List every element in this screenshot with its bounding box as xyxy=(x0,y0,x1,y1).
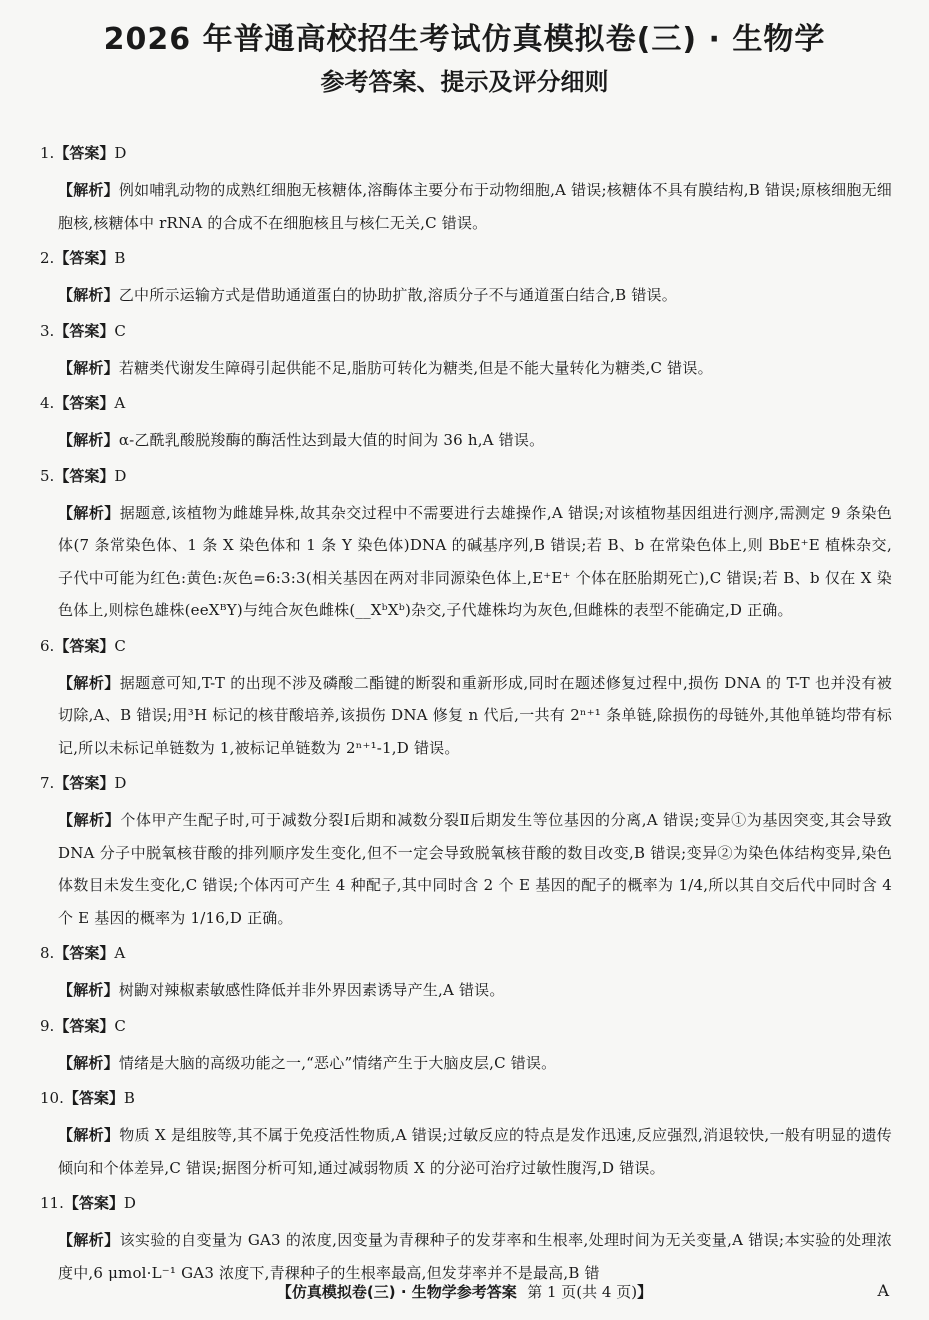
analysis-body: 树鼩对辣椒素敏感性降低并非外界因素诱导产生,A 错误。 xyxy=(118,981,505,999)
question-4 xyxy=(40,392,892,457)
question-5 xyxy=(40,465,892,627)
analysis-body: 据题意可知,T-T 的出现不涉及磷酸二酯键的断裂和重新形成,同时在题述修复过程中,损伤 DNA 的 T-T 也并没有被切除,A、B 错误;用³H 标记的核苷酸培养,该损伤 DNA 修复 n 代后,一共有 2ⁿ⁺¹ 条单链,除损伤的母链外,其他单链均带有标记,所以未标记单链数为 1,被标记单链数为 2ⁿ⁺¹-1,D 错误。 xyxy=(58,673,892,757)
question-6 xyxy=(40,635,892,765)
answer-value: D xyxy=(114,774,127,792)
analysis-label: 【解析】 xyxy=(58,286,119,304)
analysis-body: α-乙酰乳酸脱羧酶的酶活性达到最大值的时间为 36 h,A 错误。 xyxy=(118,431,545,449)
question-number: 9. xyxy=(40,1016,55,1035)
question-number: 11. xyxy=(40,1194,64,1212)
question-11 xyxy=(40,1192,892,1289)
analysis-label: 【解析】 xyxy=(58,673,120,692)
question-1 xyxy=(40,142,892,239)
answer-list xyxy=(40,142,892,1297)
page-title: 2026 年普通高校招生考试仿真模拟卷(三) · 生物学 xyxy=(103,22,826,57)
answer-line xyxy=(40,142,892,164)
analysis-label: 【解析】 xyxy=(58,431,119,449)
answer-value: D xyxy=(114,466,127,485)
analysis-text xyxy=(58,1047,892,1080)
answer-value: C xyxy=(114,1016,126,1035)
answer-value: D xyxy=(123,1194,136,1212)
answer-label: 【答案】 xyxy=(54,774,115,792)
footer-bracket: 】 xyxy=(637,1283,653,1301)
answer-line xyxy=(40,772,892,794)
analysis-text xyxy=(58,1224,892,1289)
answer-label: 【答案】 xyxy=(54,944,115,962)
page-number: 第 1 页(共 4 页) xyxy=(527,1283,638,1301)
answer-value: B xyxy=(123,1089,135,1107)
answer-value: C xyxy=(114,321,126,340)
answer-label: 【答案】 xyxy=(54,636,115,655)
analysis-body: 物质 X 是组胺等,其不属于免疫活性物质,A 错误;过敏反应的特点是发作迅速,反应强烈,消退较快,一般有明显的遗传倾向和个体差异,C 错误;据图分析可知,通过减弱物质 X 的分泌可治疗过敏性腹泻,D 错误。 xyxy=(58,1126,892,1177)
answer-value: B xyxy=(114,249,126,267)
answer-line xyxy=(40,635,892,657)
analysis-text xyxy=(58,174,892,239)
analysis-label: 【解析】 xyxy=(58,1231,120,1249)
analysis-text xyxy=(58,667,892,765)
analysis-label: 【解析】 xyxy=(58,811,121,829)
question-2 xyxy=(40,247,892,312)
question-number: 4. xyxy=(40,394,55,412)
analysis-body: 情绪是大脑的高级功能之一,“恶心”情绪产生于大脑皮层,C 错误。 xyxy=(118,1053,557,1072)
analysis-label: 【解析】 xyxy=(58,981,119,999)
analysis-text xyxy=(58,352,892,385)
analysis-body: 个体甲产生配子时,可于减数分裂Ⅰ后期和减数分裂Ⅱ后期发生等位基因的分离,A 错误;变异①为基因突变,其会导致 DNA 分子中脱氧核苷酸的排列顺序发生变化,但不一定会导致脱氧核苷酸的数目改变,B 错误;变异②为染色体结构变异,染色体数目未发生变化,C 错误;个体丙可产生 4 种配子,其中同时含 2 个 E 基因的配子的概率为 1/4,所以其自交后代中同时含 4 个 E 基因的概率为 1/16,D 正确。 xyxy=(58,811,892,927)
question-number: 3. xyxy=(40,321,55,340)
question-7 xyxy=(40,772,892,934)
answer-line xyxy=(40,247,892,269)
page-subtitle: 参考答案、提示及评分细则 xyxy=(320,68,609,96)
answer-value: A xyxy=(114,394,126,412)
question-number: 6. xyxy=(40,636,55,655)
analysis-text xyxy=(58,804,892,934)
answer-value: C xyxy=(114,636,126,655)
answer-line xyxy=(40,942,892,964)
answer-line xyxy=(40,465,892,487)
answer-label: 【答案】 xyxy=(54,394,115,412)
analysis-text xyxy=(58,424,892,457)
question-number: 8. xyxy=(40,944,55,962)
question-3 xyxy=(40,320,892,385)
analysis-label: 【解析】 xyxy=(58,358,119,377)
analysis-label: 【解析】 xyxy=(58,503,120,522)
footer-doc-title: 【仿真模拟卷(三) · 生物学参考答案 xyxy=(276,1283,517,1301)
question-number: 1. xyxy=(40,144,55,162)
analysis-label: 【解析】 xyxy=(58,1126,120,1144)
answer-line xyxy=(40,320,892,342)
question-number: 2. xyxy=(40,249,55,267)
answer-label: 【答案】 xyxy=(54,249,115,267)
answer-line xyxy=(40,392,892,414)
page-footer xyxy=(0,1281,929,1302)
analysis-body: 例如哺乳动物的成熟红细胞无核糖体,溶酶体主要分布于动物细胞,A 错误;核糖体不具有膜结构,B 错误;原核细胞无细胞核,核糖体中 rRNA 的合成不在细胞核且与核仁无关,C 错误。 xyxy=(58,181,892,232)
answer-value: D xyxy=(114,144,127,162)
answer-label: 【答案】 xyxy=(63,1089,124,1107)
analysis-body: 乙中所示运输方式是借助通道蛋白的协助扩散,溶质分子不与通道蛋白结合,B 错误。 xyxy=(118,286,677,304)
question-10 xyxy=(40,1087,892,1184)
answer-label: 【答案】 xyxy=(54,1016,115,1035)
analysis-body: 据题意,该植物为雌雄异株,故其杂交过程中不需要进行去雄操作,A 错误;对该植物基因组进行测序,需测定 9 条染色体(7 条常染色体、1 条 X 染色体和 1 条 Y 染色体)DNA 的碱基序列,B 错误;若 B、b 在常染色体上,则 BbE⁺E 植株杂交,子代中可能为红色:黄色:灰色=6:3:3(相关基因在两对非同源染色体上,E⁺E⁺ 个体在胚胎期死亡),C 错误;若 B、b 仅在 X 染色体上,则棕色雄株(eeXᴮY)与纯合灰色雌株(__XᵇXᵇ)杂交,子代雄株均为灰色,但雌株的表型不能确定,D 正确。 xyxy=(58,503,892,619)
answer-label: 【答案】 xyxy=(54,144,115,162)
version-mark: A xyxy=(877,1281,889,1300)
question-9 xyxy=(40,1015,892,1080)
question-number: 7. xyxy=(40,774,55,792)
answer-label: 【答案】 xyxy=(54,321,115,340)
answer-value: A xyxy=(114,944,126,962)
analysis-text xyxy=(58,497,892,627)
analysis-text xyxy=(58,279,892,312)
analysis-text xyxy=(58,1119,892,1184)
analysis-body: 若糖类代谢发生障碍引起供能不足,脂肪可转化为糖类,但是不能大量转化为糖类,C 错误。 xyxy=(118,358,713,377)
analysis-body: 该实验的自变量为 GA3 的浓度,因变量为青稞种子的发芽率和生根率,处理时间为无关变量,A 错误;本实验的处理浓度中,6 μmol·L⁻¹ GA3 浓度下,青稞种子的生根率最高,但发芽率并不是最高,B 错 xyxy=(58,1231,892,1282)
answer-line xyxy=(40,1087,892,1109)
answer-line xyxy=(40,1192,892,1214)
answer-label: 【答案】 xyxy=(63,1194,124,1212)
question-number: 5. xyxy=(40,466,55,485)
answer-label: 【答案】 xyxy=(54,466,115,485)
analysis-label: 【解析】 xyxy=(58,1053,119,1072)
question-8 xyxy=(40,942,892,1007)
answer-line xyxy=(40,1015,892,1037)
analysis-text xyxy=(58,974,892,1007)
analysis-label: 【解析】 xyxy=(58,181,119,199)
question-number: 10. xyxy=(40,1089,64,1107)
